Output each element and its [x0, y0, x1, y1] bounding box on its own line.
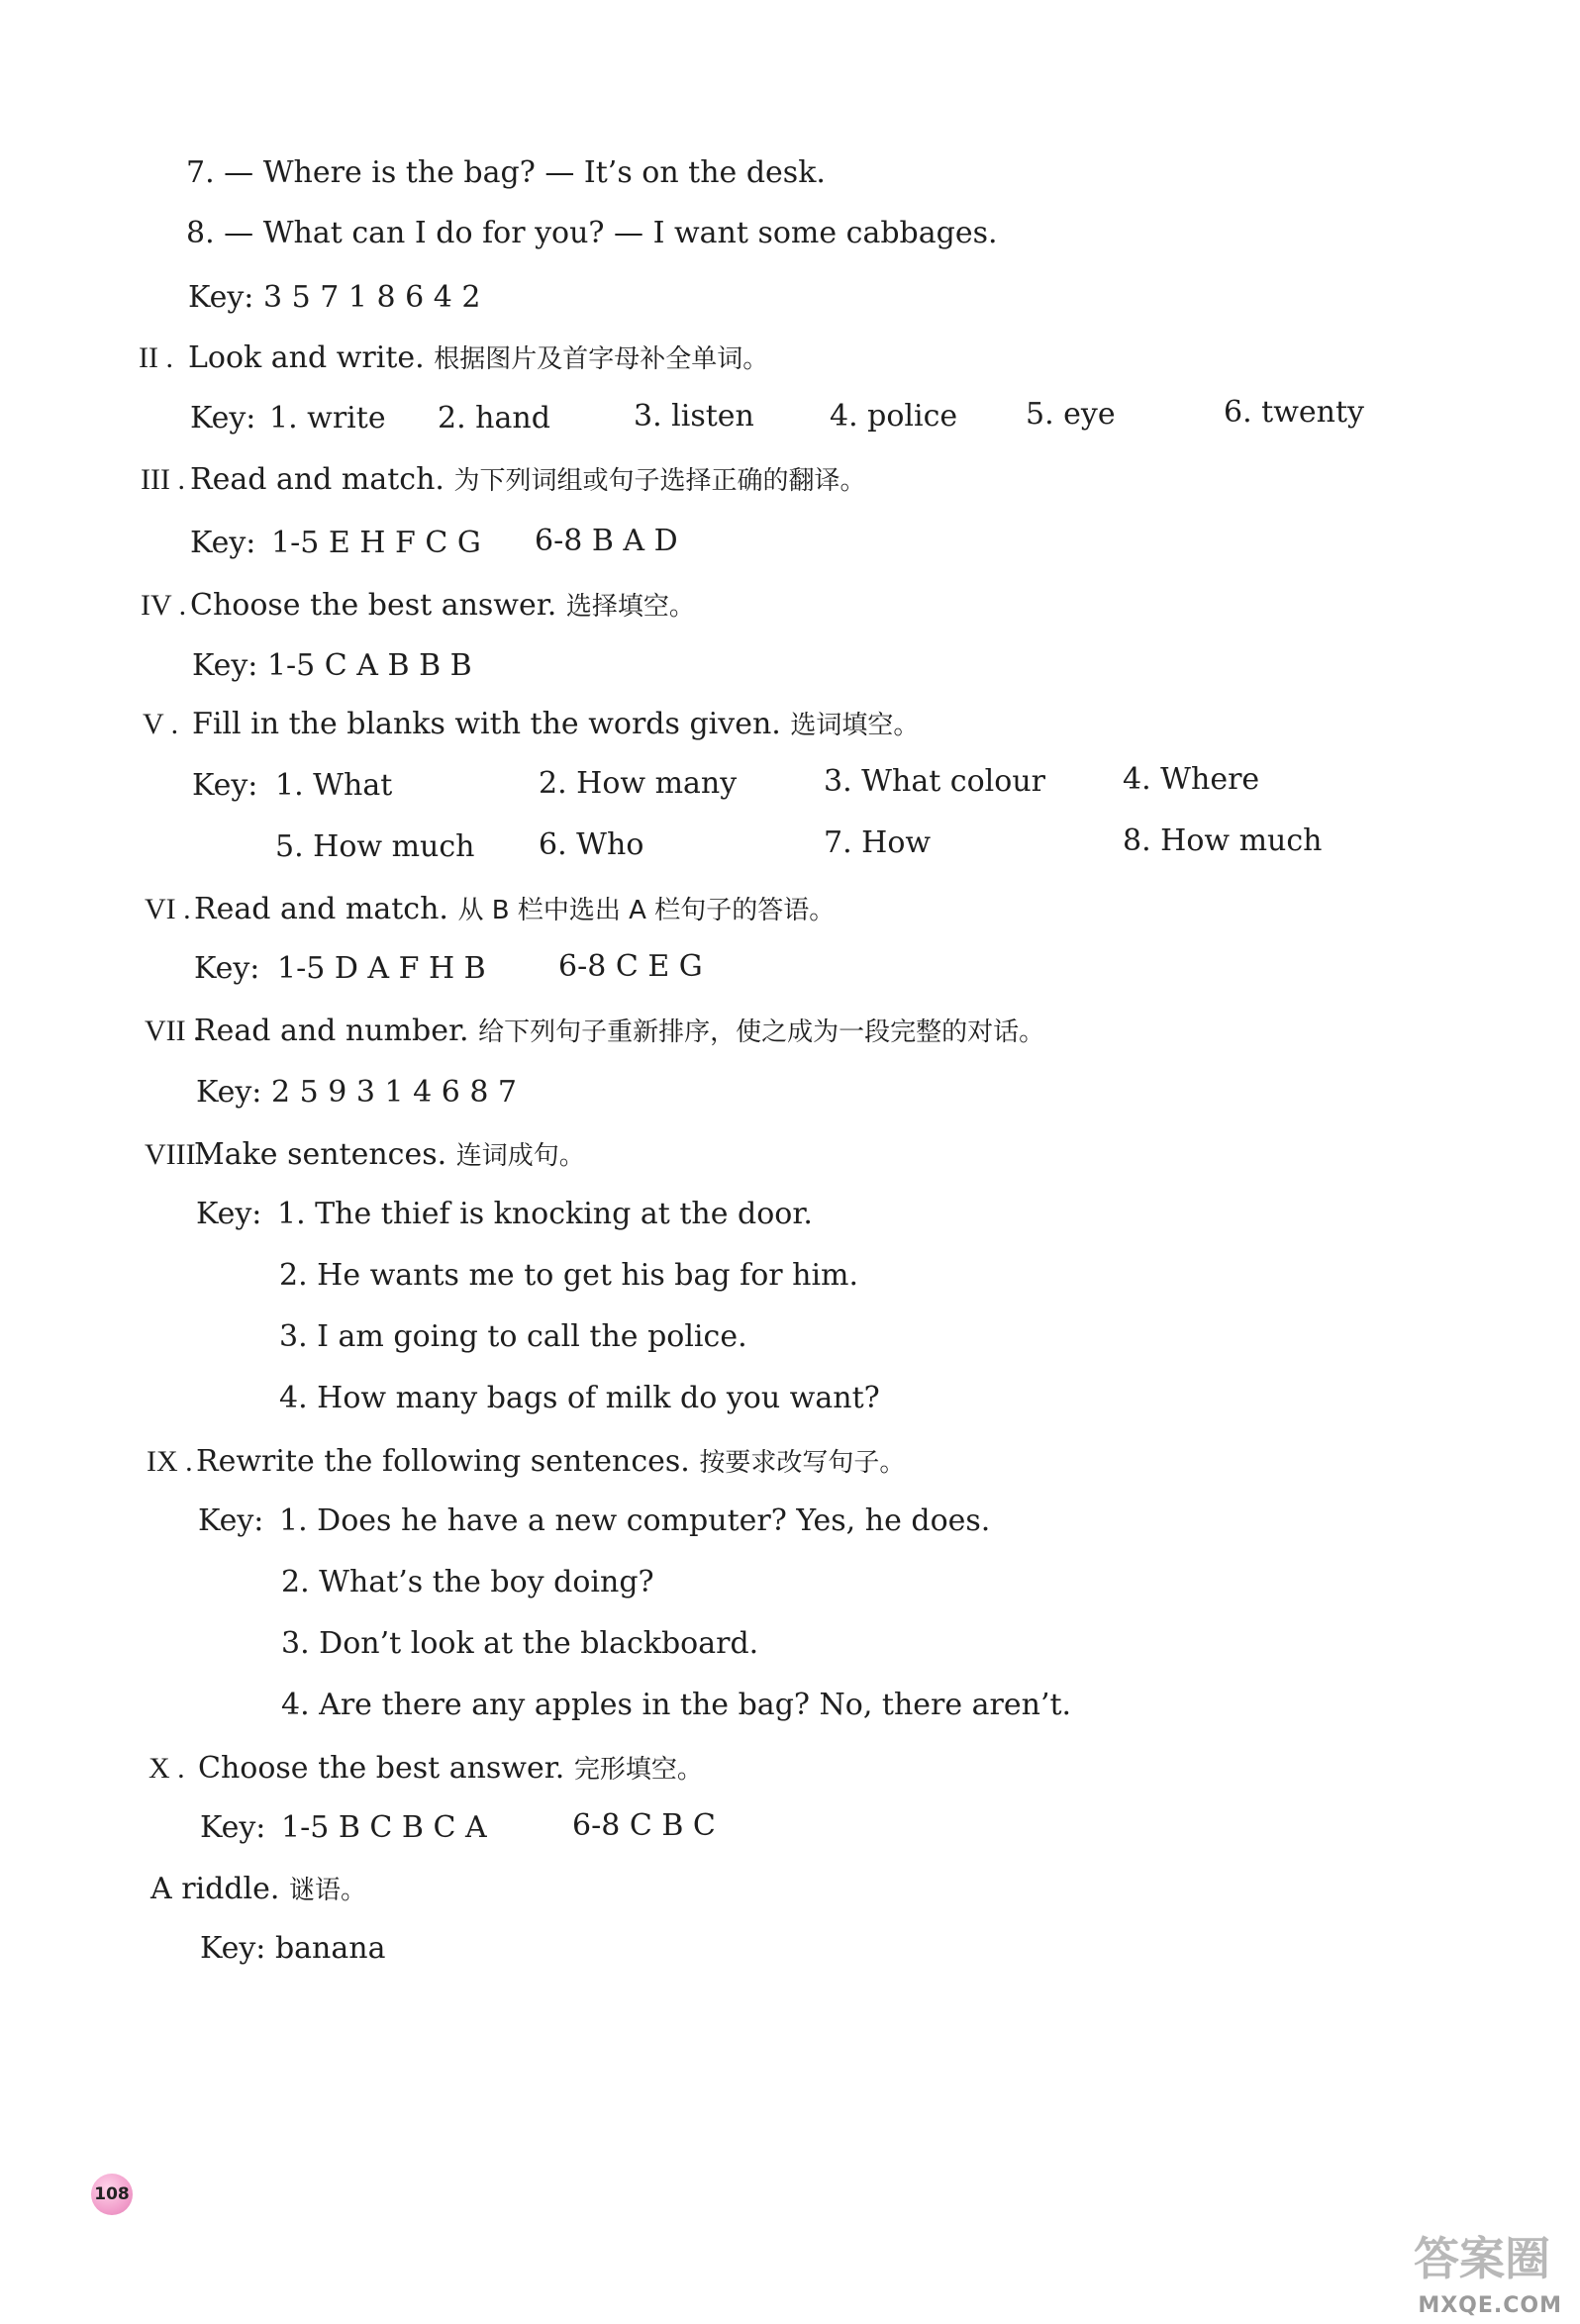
section-7-key: Key: 2 5 9 3 1 4 6 8 7 [196, 1075, 518, 1110]
section-4-heading [141, 587, 695, 626]
answer-group: 6-8 C E G [558, 949, 703, 984]
answer-item: 8. How much [1123, 823, 1323, 858]
section-3-heading [141, 461, 866, 500]
section-title-en: Choose the best answer. [190, 588, 557, 623]
section-title-cn: 选择填空。 [565, 592, 695, 622]
section-title-cn: 连词成句。 [455, 1141, 585, 1171]
answer-item: 6. Who [539, 827, 644, 862]
riddle-title-cn: 谜语。 [288, 1876, 366, 1905]
section-10-heading [148, 1750, 703, 1789]
answer-sentence: 4. Are there any apples in the bag? No, there aren’t. [281, 1688, 1072, 1722]
answer-item: 2. hand [438, 401, 550, 436]
section-title-cn: 按要求改写句子。 [699, 1448, 906, 1478]
answer-group: 1-5 D A F H B [277, 951, 486, 986]
answer-sentence: 3. Don’t look at the blackboard. [281, 1626, 759, 1661]
watermark-url: MXQE.COM [1418, 2293, 1562, 2318]
riddle-key: Key: banana [200, 1931, 386, 1966]
section-title-en: Read and match. [194, 892, 448, 926]
section-title-cn: 给下列句子重新排序，使之成为一段完整的对话。 [478, 1017, 1045, 1047]
key-label: Key: [200, 1810, 266, 1845]
answer-sentence: 3. I am going to call the police. [279, 1319, 747, 1354]
section-title-cn: 选词填空。 [790, 711, 920, 740]
page-number: 108 [94, 2184, 130, 2204]
key-label: Key: [198, 1503, 264, 1538]
section-numeral: IX . [147, 1445, 193, 1478]
section-numeral: IV . [141, 589, 187, 622]
answer-item: 5. eye [1026, 397, 1116, 432]
section-title-cn: 从 B 栏中选出 A 栏句子的答语。 [457, 896, 836, 925]
section-title-cn: 为下列词组或句子选择正确的翻译。 [453, 466, 866, 496]
intro-key: Key: 3 5 7 1 8 6 4 2 [188, 280, 481, 315]
section-title-cn: 根据图片及首字母补全单词。 [434, 344, 769, 374]
answer-sentence: 4. How many bags of milk do you want? [279, 1381, 880, 1415]
answer-sentence: 2. What’s the boy doing? [281, 1565, 654, 1599]
answer-item: 6. twenty [1224, 395, 1364, 430]
section-numeral: III . [141, 463, 185, 496]
key-label: Key: [190, 401, 256, 436]
section-5-heading [143, 706, 919, 744]
section-2-heading [139, 339, 768, 378]
key-label: Key: [192, 768, 258, 803]
section-title-en: Choose the best answer. [198, 1751, 565, 1786]
answer-item: 1. write [269, 401, 386, 436]
answer-item: 4. Where [1123, 762, 1260, 797]
answer-line-8: 8. — What can I do for you? — I want some cabbages. [186, 216, 998, 250]
answer-group: 6-8 C B C [572, 1808, 716, 1843]
answer-sentence: 1. The thief is knocking at the door. [277, 1197, 813, 1231]
answer-sentence: 1. Does he have a new computer? Yes, he does. [279, 1503, 991, 1538]
riddle-title-en: A riddle. [150, 1872, 280, 1906]
answer-item: 5. How much [275, 829, 475, 864]
section-4-key: Key: 1-5 C A B B B [192, 648, 472, 683]
page-number-badge [91, 2174, 133, 2215]
section-numeral: VII . [145, 1015, 201, 1047]
section-9-heading [147, 1443, 905, 1482]
section-8-heading [145, 1136, 585, 1175]
section-6-heading [145, 891, 835, 929]
riddle-heading [150, 1871, 366, 1909]
answer-sentence: 2. He wants me to get his bag for him. [279, 1258, 859, 1293]
section-title-en: Look and write. [188, 340, 425, 375]
section-numeral: V . [143, 708, 179, 740]
answer-item: 3. What colour [824, 764, 1045, 799]
section-7-heading [145, 1013, 1044, 1051]
answer-group: 6-8 B A D [535, 524, 678, 558]
section-title-cn: 完形填空。 [573, 1755, 703, 1785]
answer-item: 7. How [824, 825, 932, 860]
section-numeral: II . [139, 341, 173, 374]
answer-item: 2. How many [539, 766, 738, 801]
section-title-en: Read and match. [190, 462, 444, 497]
key-label: Key: [196, 1197, 262, 1231]
answer-group: 1-5 B C B C A [281, 1810, 487, 1845]
answer-item: 4. police [830, 399, 958, 434]
section-numeral: X . [148, 1752, 185, 1785]
section-title-en: Read and number. [194, 1014, 469, 1048]
key-label: Key: [194, 951, 260, 986]
answer-line-7: 7. — Where is the bag? — It’s on the desk. [186, 155, 826, 190]
answer-group: 1-5 E H F C G [271, 526, 481, 560]
watermark-cn: 答案圈 [1414, 2232, 1550, 2285]
section-numeral: VI . [145, 893, 191, 925]
answer-item: 3. listen [634, 399, 754, 434]
key-label: Key: [190, 526, 256, 560]
section-title-en: Fill in the blanks with the words given. [192, 707, 781, 741]
section-title-en: Rewrite the following sentences. [196, 1444, 690, 1479]
answer-item: 1. What [275, 768, 393, 803]
section-numeral: VIII . [145, 1138, 211, 1171]
section-title-en: Make sentences. [194, 1137, 447, 1172]
